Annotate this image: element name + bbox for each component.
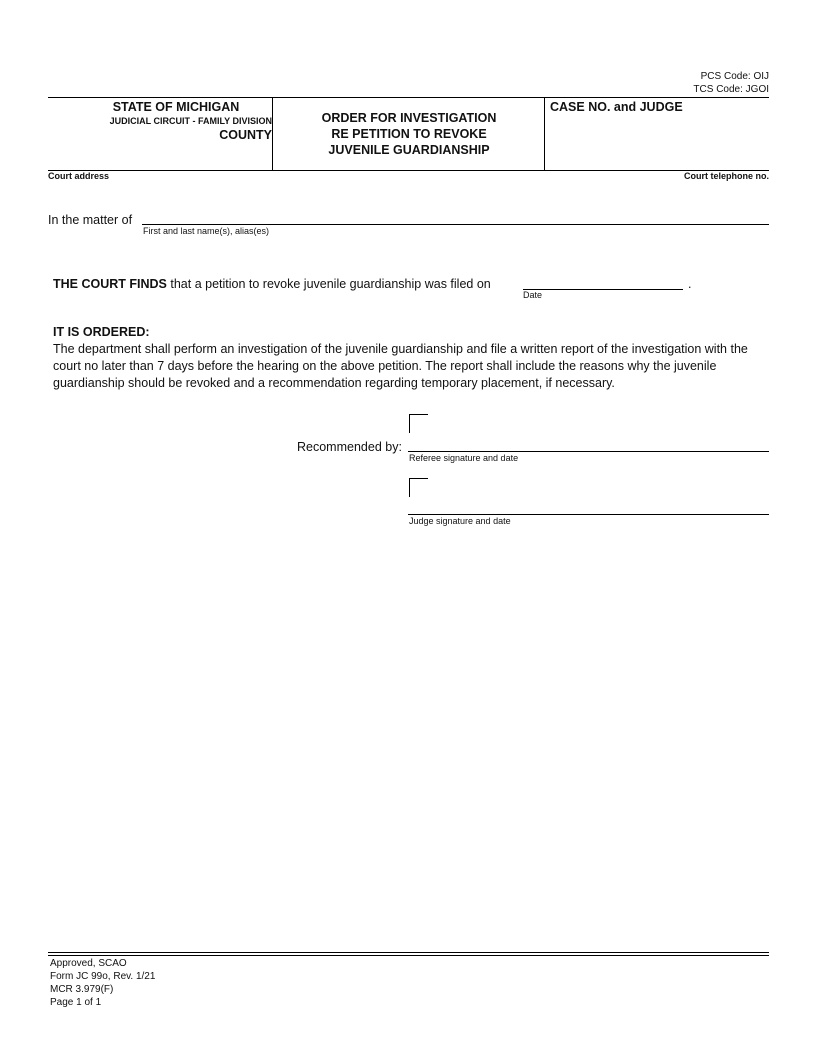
footer-page: Page 1 of 1: [50, 997, 102, 1008]
referee-signature-field[interactable]: [408, 451, 769, 452]
footer-rule-top: [48, 952, 769, 953]
form-title: [273, 110, 545, 158]
ordered-text: The department shall perform an investigation of the juvenile guardianship and file a written report of the investigation with the court no later than 7 days before the hearing on the above petition. The report shall include the reasons why the juvenile guardianship should be revoked and a recommendation regarding temporary placement, if necessary.: [53, 342, 748, 390]
title-line-1: ORDER FOR INVESTIGATION: [321, 111, 497, 125]
form-codes: [693, 70, 769, 96]
tcs-code: TCS Code: JGOI: [693, 84, 769, 95]
county-label: COUNTY: [219, 128, 272, 142]
form-header: [48, 97, 769, 171]
court-address-label: Court address: [48, 171, 110, 181]
judge-signature-field[interactable]: [408, 514, 769, 515]
referee-signature-label: Referee signature and date: [409, 453, 519, 463]
court-finds-text: that a petition to revoke juvenile guardianship was filed on: [170, 277, 491, 291]
court-finds-statement: [53, 276, 491, 293]
footer-rule-bottom: [48, 955, 769, 956]
petition-date-field[interactable]: [523, 289, 683, 290]
matter-label: In the matter of: [48, 213, 133, 227]
pcs-code: PCS Code: OIJ: [700, 71, 769, 82]
findings-period: .: [688, 277, 692, 291]
court-telephone-label: Court telephone no.: [684, 171, 769, 181]
title-line-2: RE PETITION TO REVOKE: [331, 127, 487, 141]
case-number-label: CASE NO. and JUDGE: [550, 100, 683, 114]
circuit-label: JUDICIAL CIRCUIT - FAMILY DIVISION: [109, 116, 272, 126]
ordered-heading: IT IS ORDERED:: [53, 325, 150, 339]
footer-mcr: MCR 3.979(F): [50, 984, 114, 995]
form-footer: [50, 957, 155, 1009]
matter-name-sublabel: First and last name(s), alias(es): [143, 226, 270, 236]
state-name: STATE OF MICHIGAN: [112, 100, 240, 114]
petition-date-label: Date: [523, 290, 543, 300]
judge-signature-corner: [409, 478, 428, 497]
header-divider-right: [544, 98, 545, 170]
title-line-3: JUVENILE GUARDIANSHIP: [328, 143, 490, 157]
matter-name-field[interactable]: [142, 224, 769, 225]
court-identification: [48, 100, 272, 142]
footer-approved: Approved, SCAO: [50, 958, 127, 969]
footer-form-number: Form JC 99o, Rev. 1/21: [50, 971, 156, 982]
referee-signature-corner: [409, 414, 428, 433]
recommended-by-label: Recommended by:: [297, 440, 402, 454]
court-finds-heading: THE COURT FINDS: [53, 277, 167, 291]
judge-signature-label: Judge signature and date: [409, 516, 511, 526]
